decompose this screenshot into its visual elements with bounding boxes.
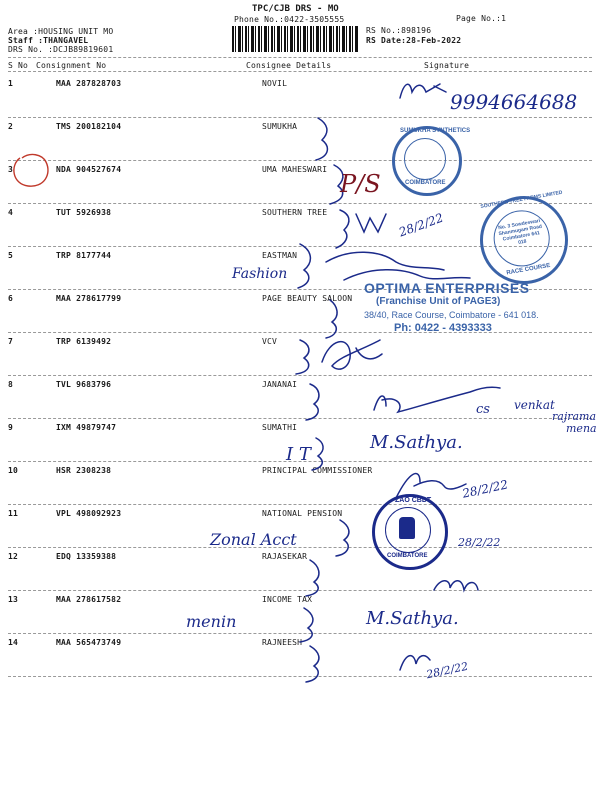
handwritten-cs: cs xyxy=(476,402,490,417)
row-serial-number: 5 xyxy=(8,251,14,260)
rs-number: RS No.:898196 xyxy=(366,26,432,35)
row-consignee-name: SOUTHERN TREE xyxy=(262,208,328,217)
handwritten-phone: 9994664688 xyxy=(450,90,578,114)
row-consignment-number: NDA 904527674 xyxy=(56,165,122,174)
row-serial-number: 12 xyxy=(8,552,19,561)
handwritten-date-row11: 28/2/22 xyxy=(458,536,501,549)
row-consignee-name: PRINCIPAL COMMISSIONER xyxy=(262,466,373,475)
column-header-consignee: Consignee Details xyxy=(246,61,332,70)
handwritten-sathya-row13: M.Sathya. xyxy=(366,608,459,629)
row-consignment-number: MAA 278617582 xyxy=(56,595,122,604)
handwritten-mena: mena xyxy=(566,422,597,435)
row-consignee-name: INCOME TAX xyxy=(262,595,313,604)
row-consignee-name: JANANAI xyxy=(262,380,298,389)
row-serial-number: 11 xyxy=(8,509,19,518)
emblem-icon xyxy=(399,517,415,539)
row-consignee-name: RAJASEKAR xyxy=(262,552,308,561)
column-header-sno: S No xyxy=(8,61,29,70)
handwritten-menin: menin xyxy=(186,612,237,631)
handwritten-date-row10: 28/2/22 xyxy=(461,477,510,501)
handwritten-raj: rajrama xyxy=(552,410,597,423)
row-serial-number: 3 xyxy=(8,165,14,174)
row-consignment-number: MAA 287828703 xyxy=(56,79,122,88)
row-consignment-number: EDQ 13359388 xyxy=(56,552,117,561)
document-title: TPC/CJB DRS - MO xyxy=(252,4,339,14)
zao-cbdt-round-stamp xyxy=(372,494,448,570)
row-consignment-number: TRP 8177744 xyxy=(56,251,112,260)
row-consignment-number: VPL 498092923 xyxy=(56,509,122,518)
southern-stamp-race-course: RACE COURSE xyxy=(506,262,551,277)
row-serial-number: 9 xyxy=(8,423,14,432)
column-header-consignment: Consignment No xyxy=(36,61,107,70)
row-consignee-name: RAJNEESH xyxy=(262,638,303,647)
row-serial-number: 7 xyxy=(8,337,14,346)
sumukha-stamp-name: SUMUKHA SYNTHETICS xyxy=(400,128,471,134)
row-consignee-name: NATIONAL PENSION xyxy=(262,509,343,518)
sumukha-stamp-city: COIMBATORE xyxy=(405,180,446,186)
optima-stamp-address: 38/40, Race Course, Coimbatore - 641 018. xyxy=(364,310,539,320)
row-serial-number: 4 xyxy=(8,208,14,217)
row-consignment-number: TRP 6139492 xyxy=(56,337,112,346)
row-serial-number: 8 xyxy=(8,380,14,389)
optima-stamp-name: OPTIMA ENTERPRISES xyxy=(364,280,530,296)
row-consignee-name: NOVIL xyxy=(262,79,288,88)
row-consignee-name: EASTMAN xyxy=(262,251,298,260)
southern-stamp-address: No. 3 Sowdeswari Shanmugam Road Coimbatore 641 018 xyxy=(497,217,543,246)
row-serial-number: 2 xyxy=(8,122,14,131)
optima-stamp-phone: Ph: 0422 - 4393333 xyxy=(394,322,492,334)
zao-stamp-name: ZAO CBDT xyxy=(395,497,432,504)
handwritten-ps: P/S xyxy=(340,170,381,198)
row-consignment-number: MAA 278617799 xyxy=(56,294,122,303)
row-consignment-number: MAA 565473749 xyxy=(56,638,122,647)
row-consignment-number: IXM 49879747 xyxy=(56,423,117,432)
optima-stamp-subtitle: (Franchise Unit of PAGE3) xyxy=(376,296,501,307)
row-consignee-name: SUMUKHA xyxy=(262,122,298,131)
row-consignee-name: SUMATHI xyxy=(262,423,298,432)
column-header-signature: Signature xyxy=(424,61,470,70)
row-consignee-name: UMA MAHESWARI xyxy=(262,165,328,174)
handwritten-venkat: venkat xyxy=(514,398,555,412)
row-serial-number: 1 xyxy=(8,79,14,88)
zao-stamp-city: COIMBATORE xyxy=(387,553,428,559)
row-serial-number: 13 xyxy=(8,595,19,604)
row-consignee-name: PAGE BEAUTY SALOON xyxy=(262,294,353,303)
handwritten-date-row14: 28/2/22 xyxy=(425,659,470,682)
handwritten-date-row4: 28/2/22 xyxy=(397,210,446,240)
handwritten-it: I T xyxy=(286,444,311,465)
row-consignment-number: TUT 5926938 xyxy=(56,208,112,217)
rs-date: RS Date:28-Feb-2022 xyxy=(366,36,462,45)
phone-number: Phone No.:0422-3505555 xyxy=(234,15,345,24)
row-consignment-number: HSR 2308238 xyxy=(56,466,112,475)
row-consignment-number: TVL 9683796 xyxy=(56,380,112,389)
sumukha-round-stamp xyxy=(392,126,471,196)
handwritten-zonal-acct: Zonal Acct xyxy=(210,530,297,549)
row-consignee-name: VCV xyxy=(262,337,278,346)
handwritten-sathya-row9: M.Sathya. xyxy=(370,432,463,453)
row-serial-number: 10 xyxy=(8,466,19,475)
southern-stamp-name: SOUTHERN TREE FARMS LIMITED xyxy=(480,189,563,210)
handwritten-fashion: Fashion xyxy=(232,266,288,282)
row-consignment-number: TMS 200182104 xyxy=(56,122,122,131)
area-field: Area :HOUSING UNIT MO xyxy=(8,27,114,36)
staff-field: Staff :THANGAVEL xyxy=(8,36,89,45)
row-serial-number: 14 xyxy=(8,638,19,647)
drs-number: DRS No. :DCJB89819601 xyxy=(8,45,114,54)
row-serial-number: 6 xyxy=(8,294,14,303)
page-number: Page No.:1 xyxy=(456,14,507,23)
